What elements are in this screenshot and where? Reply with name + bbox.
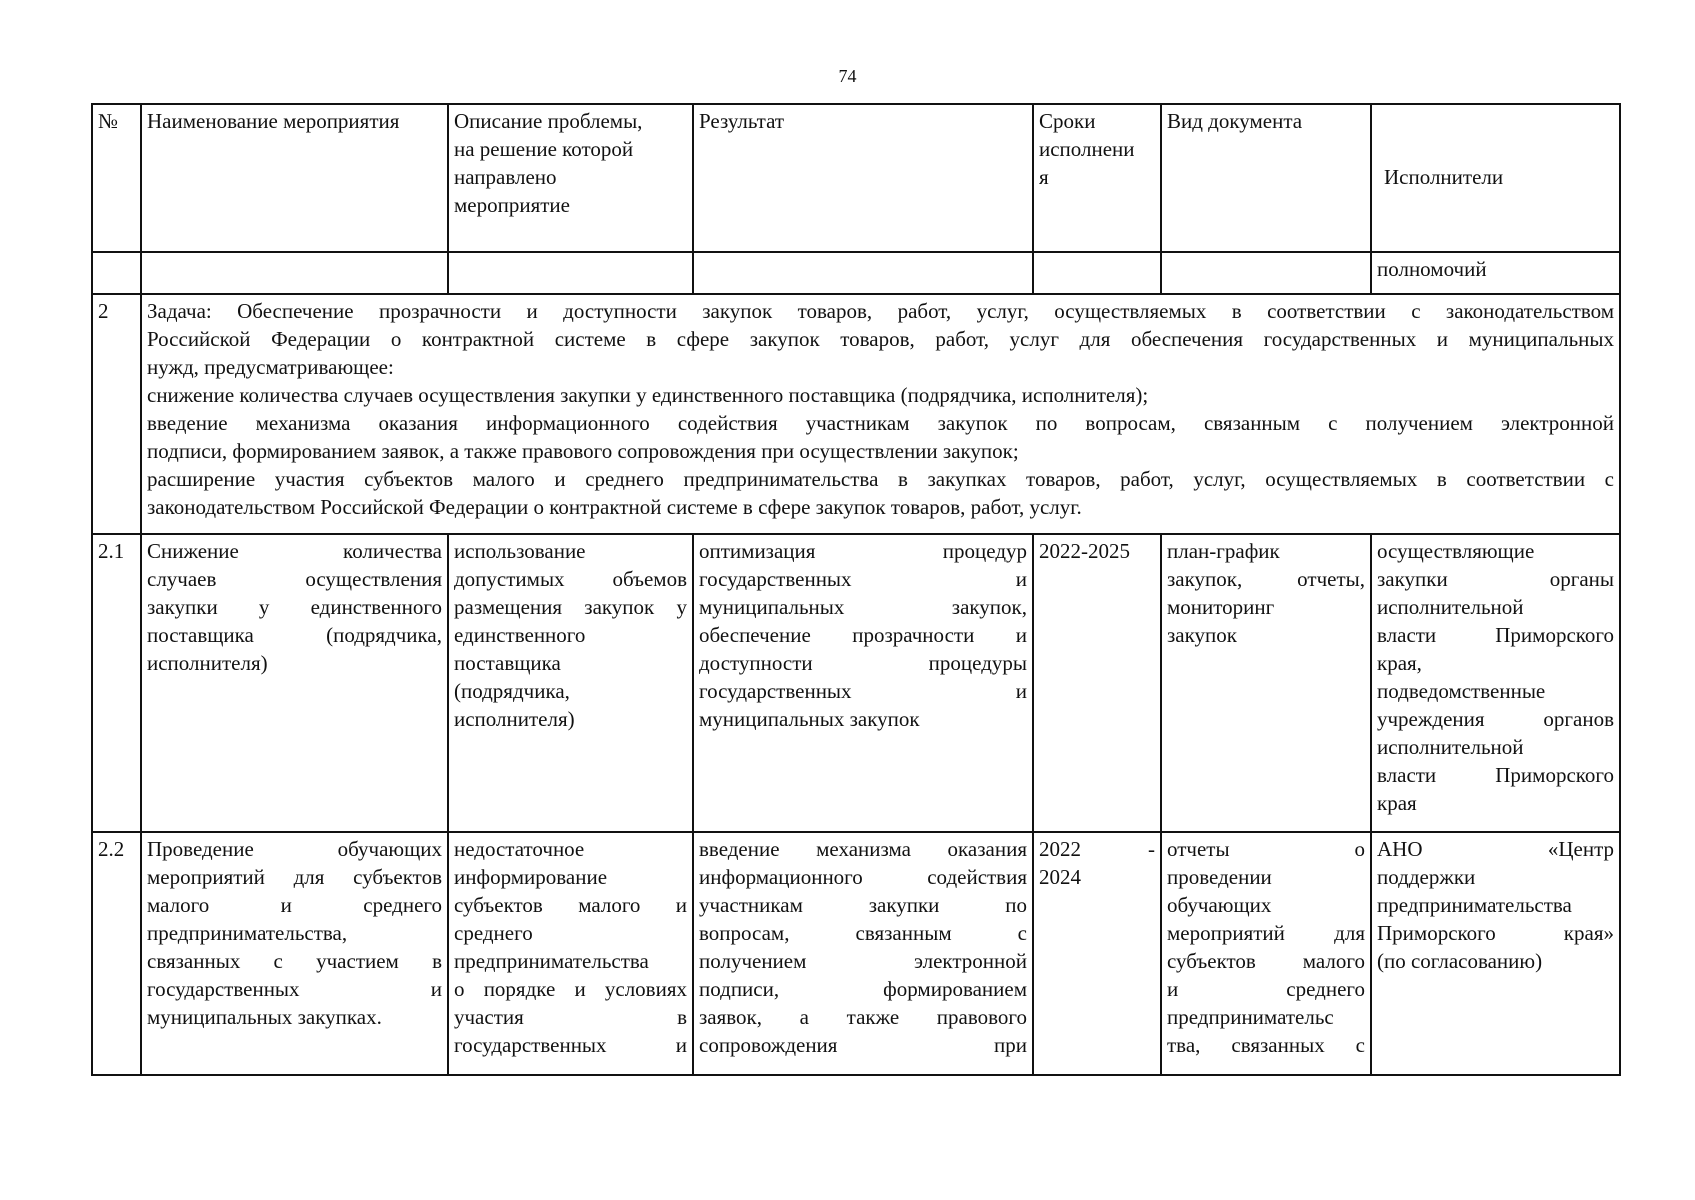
cell-line: субъектов малого и <box>454 893 687 917</box>
cell-line: поставщика (подрядчика, <box>147 623 442 647</box>
task-num: 2 <box>92 294 141 534</box>
table-cell <box>92 252 141 294</box>
cell-line: муниципальных закупок <box>699 707 920 731</box>
row-result <box>693 534 1033 832</box>
header-terms-line: исполнени <box>1039 137 1135 161</box>
cell-line: поддержки <box>1377 865 1476 889</box>
row-result <box>693 832 1033 1075</box>
continuation-row <box>92 252 1620 294</box>
row-terms <box>1033 534 1161 832</box>
cell-line: исполнителя) <box>454 707 575 731</box>
cell-line: предпринимательства, <box>147 921 348 945</box>
header-problem <box>448 104 693 252</box>
task-text <box>141 294 1620 534</box>
table-row <box>92 534 1620 832</box>
row-terms <box>1033 832 1161 1075</box>
cell-line: края, <box>1377 651 1422 675</box>
cell-line: закупок <box>1167 623 1237 647</box>
header-result: Результат <box>693 104 1033 252</box>
cell-line: 2022 - <box>1039 837 1155 861</box>
cell-line: осуществляющие <box>1377 539 1535 563</box>
cell-line: предпринимательства <box>1377 893 1572 917</box>
row-executors <box>1371 832 1620 1075</box>
task-line: законодательством Российской Федерации о контрактной системе в сфере закупок товаров, работ, услуг. <box>147 495 1082 519</box>
cell-line: недостаточное <box>454 837 585 861</box>
cell-line: и среднего <box>1167 977 1365 1001</box>
row-executors <box>1371 534 1620 832</box>
cell-line: (по согласованию) <box>1377 949 1543 973</box>
cell-line: проведении <box>1167 865 1272 889</box>
task-line: снижение количества случаев осуществления закупки у единственного поставщика (подрядчика, исполнителя); <box>147 383 1149 407</box>
cell-line: допустимых объемов <box>454 567 687 591</box>
cell-line: обучающих <box>1167 893 1272 917</box>
continuation-executors: полномочий <box>1371 252 1620 294</box>
row-name <box>141 534 448 832</box>
header-terms-line: Сроки <box>1039 109 1096 133</box>
header-problem-line: мероприятие <box>454 193 570 217</box>
cell-line: оптимизация процедур <box>699 539 1027 563</box>
cell-line: тва, связанных с <box>1167 1033 1365 1057</box>
task-line: подписи, формированием заявок, а также правового сопровождения при осуществлении закупок; <box>147 439 1019 463</box>
cell-line: сопровождения при <box>699 1033 1027 1057</box>
cell-line: единственного <box>454 623 586 647</box>
header-executors: Исполнители <box>1371 104 1620 252</box>
cell-line: информирование <box>454 865 608 889</box>
task-line: введение механизма оказания информационного содействия участникам закупок по вопросам, связанным с получением электронной <box>147 411 1614 435</box>
table-cell <box>141 252 448 294</box>
cell-line: исполнительной <box>1377 595 1524 619</box>
header-problem-line: направлено <box>454 165 557 189</box>
cell-line: о порядке и условиях <box>454 977 687 1001</box>
cell-line: государственных и <box>699 567 1027 591</box>
cell-line: 2024 <box>1039 865 1081 889</box>
cell-line: государственных и <box>147 977 442 1001</box>
cell-line: 2022-2025 <box>1039 539 1130 563</box>
cell-line: информационного содействия <box>699 865 1027 889</box>
cell-line: АНО «Центр <box>1377 837 1614 861</box>
cell-line: заявок, а также правового <box>699 1005 1027 1029</box>
cell-line: вопросам, связанным с <box>699 921 1027 945</box>
cell-line: участникам закупки по <box>699 893 1027 917</box>
cell-line: подведомственные <box>1377 679 1546 703</box>
cell-line: края <box>1377 791 1417 815</box>
cell-line: отчеты о <box>1167 837 1365 861</box>
cell-line: учреждения органов <box>1377 707 1614 731</box>
cell-line: использование <box>454 539 586 563</box>
header-problem-line: на решение которой <box>454 137 634 161</box>
cell-line: Проведение обучающих <box>147 837 442 861</box>
row-num: 2.2 <box>92 832 141 1075</box>
cell-line: закупок, отчеты, <box>1167 567 1365 591</box>
row-problem <box>448 534 693 832</box>
cell-line: участия в <box>454 1005 687 1029</box>
row-num: 2.1 <box>92 534 141 832</box>
cell-line: размещения закупок у <box>454 595 687 619</box>
cell-line: среднего <box>454 921 533 945</box>
task-line: расширение участия субъектов малого и среднего предпринимательства в закупках товаров, работ, услуг, осуществляемых в соответствии с <box>147 467 1614 491</box>
cell-line: власти Приморского <box>1377 623 1614 647</box>
task-line: Российской Федерации о контрактной системе в сфере закупок товаров, работ, услуг для обеспечения государственных и муниципальных <box>147 327 1614 351</box>
cell-line: исполнительной <box>1377 735 1524 759</box>
cell-line: обеспечение прозрачности и <box>699 623 1027 647</box>
header-terms-line: я <box>1039 165 1049 189</box>
cell-line: план-график <box>1167 539 1280 563</box>
cell-line: государственных и <box>454 1033 687 1057</box>
table-cell <box>693 252 1033 294</box>
task-row <box>92 294 1620 534</box>
row-doc-type <box>1161 534 1371 832</box>
cell-line: муниципальных закупок, <box>699 595 1027 619</box>
cell-line: малого и среднего <box>147 893 442 917</box>
cell-line: (подрядчика, <box>454 679 570 703</box>
cell-line: предпринимательства <box>454 949 649 973</box>
cell-line: мероприятий для субъектов <box>147 865 442 889</box>
task-line: нужд, предусматривающее: <box>147 355 394 379</box>
header-name: Наименование мероприятия <box>141 104 448 252</box>
table-cell <box>1033 252 1161 294</box>
cell-line: связанных с участием в <box>147 949 442 973</box>
cell-line: закупки органы <box>1377 567 1614 591</box>
cell-line: случаев осуществления <box>147 567 442 591</box>
header-row <box>92 104 1620 252</box>
cell-line: закупки у единственного <box>147 595 442 619</box>
row-name <box>141 832 448 1075</box>
cell-line: поставщика <box>454 651 561 675</box>
cell-line: предпринимательс <box>1167 1005 1334 1029</box>
table-cell <box>1161 252 1371 294</box>
table-row <box>92 832 1620 1075</box>
cell-line: введение механизма оказания <box>699 837 1027 861</box>
header-problem-line: Описание проблемы, <box>454 109 643 133</box>
header-doc-type: Вид документа <box>1161 104 1371 252</box>
row-doc-type <box>1161 832 1371 1075</box>
cell-line: исполнителя) <box>147 651 268 675</box>
cell-line: подписи, формированием <box>699 977 1027 1001</box>
cell-line: субъектов малого <box>1167 949 1365 973</box>
cell-line: власти Приморского <box>1377 763 1614 787</box>
cell-line: мероприятий для <box>1167 921 1365 945</box>
header-num: № <box>92 104 141 252</box>
cell-line: муниципальных закупках. <box>147 1005 382 1029</box>
row-problem <box>448 832 693 1075</box>
cell-line: доступности процедуры <box>699 651 1027 675</box>
cell-line: мониторинг <box>1167 595 1275 619</box>
cell-line: получением электронной <box>699 949 1027 973</box>
page-number: 74 <box>838 66 857 86</box>
task-line: Задача: Обеспечение прозрачности и доступности закупок товаров, работ, услуг, осуществляемых в соответствии с законодательством <box>147 299 1614 323</box>
cell-line: государственных и <box>699 679 1027 703</box>
header-terms <box>1033 104 1161 252</box>
cell-line: Снижение количества <box>147 539 442 563</box>
table-cell <box>448 252 693 294</box>
cell-line: Приморского края» <box>1377 921 1614 945</box>
measures-table <box>91 103 1621 1076</box>
